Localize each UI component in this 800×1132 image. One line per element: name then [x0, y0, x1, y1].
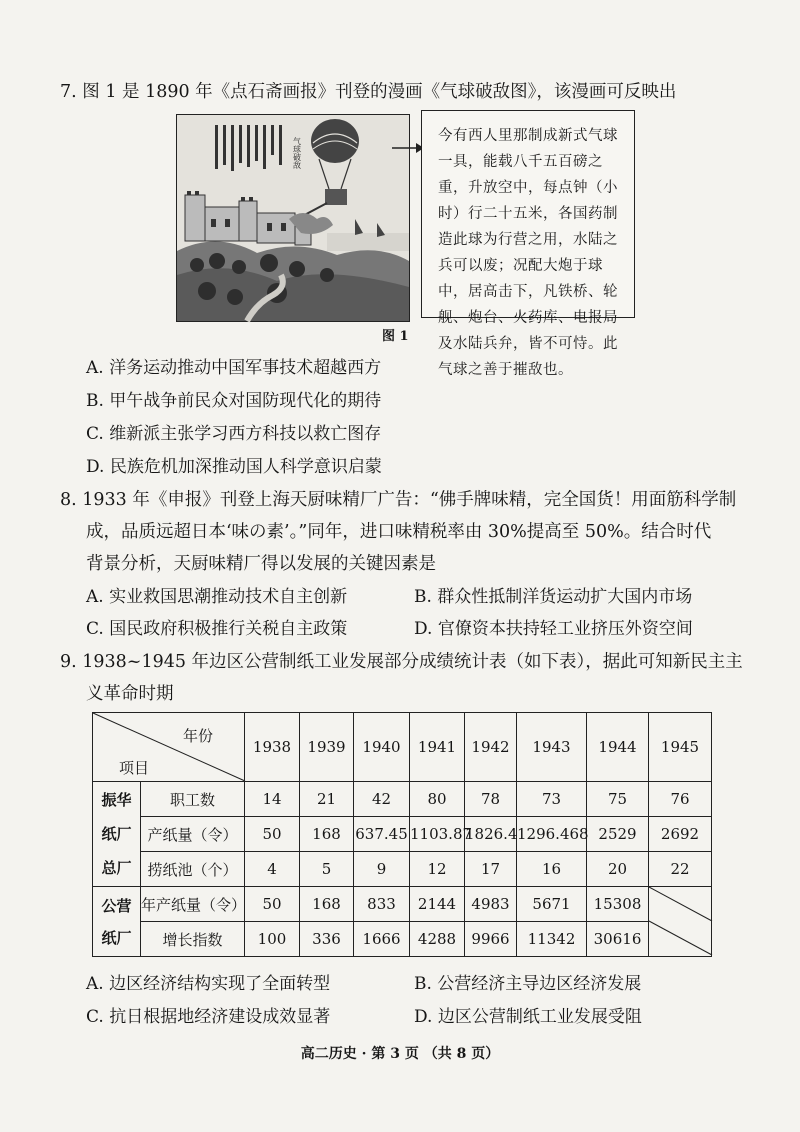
q9-option-c: C. 抗日根据地经济建设成效显著 [86, 1007, 331, 1027]
table-cell: 168 [300, 817, 354, 852]
group-label-line: 纸厂 [101, 928, 132, 947]
year-header: 1942 [465, 713, 517, 782]
table-cell: 50 [245, 817, 300, 852]
q8-option-c: C. 国民政府积极推行关税自主政策 [86, 619, 348, 639]
group-label-zhenhua [93, 782, 141, 887]
q8-stem-line-3: 背景分析，天厨味精厂得以发展的关键因素是 [86, 554, 436, 574]
table-cell: 4983 [465, 887, 517, 922]
table-cell: 73 [517, 782, 587, 817]
table-cell: 1666 [354, 922, 410, 957]
q9-stem-line-1: 9. 1938~1945 年边区公营制纸工业发展部分成绩统计表（如下表），据此可知新民主主 [60, 652, 743, 672]
table-row [93, 817, 712, 852]
q7-option-a: A. 洋务运动推动中国军事技术超越西方 [86, 358, 382, 378]
group-label-line: 纸厂 [101, 825, 132, 843]
year-header: 1943 [517, 713, 587, 782]
year-header: 1940 [354, 713, 410, 782]
diagonal-line [93, 713, 245, 781]
table-cell: 12 [410, 852, 465, 887]
q7-option-b: B. 甲午战争前民众对国防现代化的期待 [86, 391, 382, 411]
empty-diagonal-cell [649, 887, 712, 957]
table-cell: 14 [245, 782, 300, 817]
table-cell: 76 [649, 782, 712, 817]
table-cell: 100 [245, 922, 300, 957]
table-cell: 16 [517, 852, 587, 887]
balloon-cartoon-icon [177, 115, 409, 321]
q7-option-d: D. 民族危机加深推动国人科学意识启蒙 [86, 457, 382, 477]
table-cell: 11342 [517, 922, 587, 957]
table-header-row [93, 713, 712, 782]
arrow-icon [392, 140, 424, 156]
table-row [93, 887, 712, 922]
row-label: 职工数 [141, 782, 245, 817]
table-cell: 20 [587, 852, 649, 887]
table-cell: 9 [354, 852, 410, 887]
table-cell: 168 [300, 887, 354, 922]
row-label: 年产纸量（令） [141, 887, 245, 922]
table-cell: 15308 [587, 887, 649, 922]
table-cell: 2144 [410, 887, 465, 922]
row-label: 捞纸池（个） [141, 852, 245, 887]
page-footer: 高二历史 · 第 3 页 （共 8 页） [300, 1046, 500, 1062]
figure-caption: 图 1 [382, 329, 409, 344]
group-label-line: 总厂 [101, 859, 132, 877]
diagonal-header-cell [93, 713, 245, 782]
table-cell: 30616 [587, 922, 649, 957]
q8-option-a: A. 实业救国思潮推动技术自主创新 [86, 587, 348, 607]
table-cell: 22 [649, 852, 712, 887]
diagonal-line [649, 887, 712, 955]
q8-option-d: D. 官僚资本扶持轻工业挤压外资空间 [414, 619, 693, 639]
header-year-label: 年份 [183, 727, 214, 745]
figure-1-illustration [176, 114, 410, 322]
q8-stem-line-2: 成，品质远超日本‘味の素’。”同年，进口味精税率由 30%提高至 50%。结合时代 [86, 522, 712, 542]
table-cell: 5671 [517, 887, 587, 922]
table-cell: 1826.4 [465, 817, 517, 852]
table-cell: 75 [587, 782, 649, 817]
table-cell: 4288 [410, 922, 465, 957]
year-header: 1939 [300, 713, 354, 782]
q7-stem: 7. 图 1 是 1890 年《点石斋画报》刊登的漫画《气球破敌图》，该漫画可反映出 [60, 82, 677, 102]
figure-1-text: 今有西人里那制成新式气球一具，能载八千五百磅之重，升放空中，每点钟（小时）行二十五米，各国药制造此球为行营之用，水陆之兵可以废；况配大炮于球中，居高击下，凡铁桥、轮舰、炮台、火药库、电报局及水陆兵弁，皆不可恃。此气球之善于摧敌也。 [421, 110, 635, 318]
table-row [93, 782, 712, 817]
header-item-label: 项目 [119, 759, 150, 777]
q9-stem-line-2: 义革命时期 [86, 684, 174, 704]
q7-option-c: C. 维新派主张学习西方科技以救亡图存 [86, 424, 382, 444]
table-cell: 2529 [587, 817, 649, 852]
group-label-line: 振华 [101, 791, 132, 809]
table-cell: 637.45 [354, 817, 410, 852]
q8-option-b: B. 群众性抵制洋货运动扩大国内市场 [414, 587, 693, 607]
paper-production-table [92, 712, 712, 957]
fig-vertical-title: 气球破敌 [292, 137, 302, 169]
table-cell: 5 [300, 852, 354, 887]
group-label-gongying [93, 887, 141, 957]
table-cell: 21 [300, 782, 354, 817]
year-header: 1945 [649, 713, 712, 782]
table-cell: 1103.87 [410, 817, 465, 852]
q9-option-a: A. 边区经济结构实现了全面转型 [86, 974, 331, 994]
table-cell: 42 [354, 782, 410, 817]
table-cell: 336 [300, 922, 354, 957]
row-label: 产纸量（令） [141, 817, 245, 852]
q9-option-b: B. 公营经济主导边区经济发展 [414, 974, 642, 994]
vertical-title [293, 136, 302, 170]
table-cell: 9966 [465, 922, 517, 957]
row-label: 增长指数 [141, 922, 245, 957]
table-cell: 17 [465, 852, 517, 887]
table-row [93, 852, 712, 887]
group-label-line: 公营 [101, 896, 132, 915]
q9-option-d: D. 边区公营制纸工业发展受阻 [414, 1007, 642, 1027]
table-cell: 833 [354, 887, 410, 922]
table-cell: 50 [245, 887, 300, 922]
table-row [93, 922, 712, 957]
table-cell: 1296.468 [517, 817, 587, 852]
table-cell: 80 [410, 782, 465, 817]
table-cell: 4 [245, 852, 300, 887]
table-cell: 2692 [649, 817, 712, 852]
year-header: 1938 [245, 713, 300, 782]
year-header: 1944 [587, 713, 649, 782]
q8-stem-line-1: 8. 1933 年《申报》刊登上海天厨味精厂广告：“佛手牌味精，完全国货！用面筋科学制 [60, 490, 737, 510]
year-header: 1941 [410, 713, 465, 782]
table-cell: 78 [465, 782, 517, 817]
